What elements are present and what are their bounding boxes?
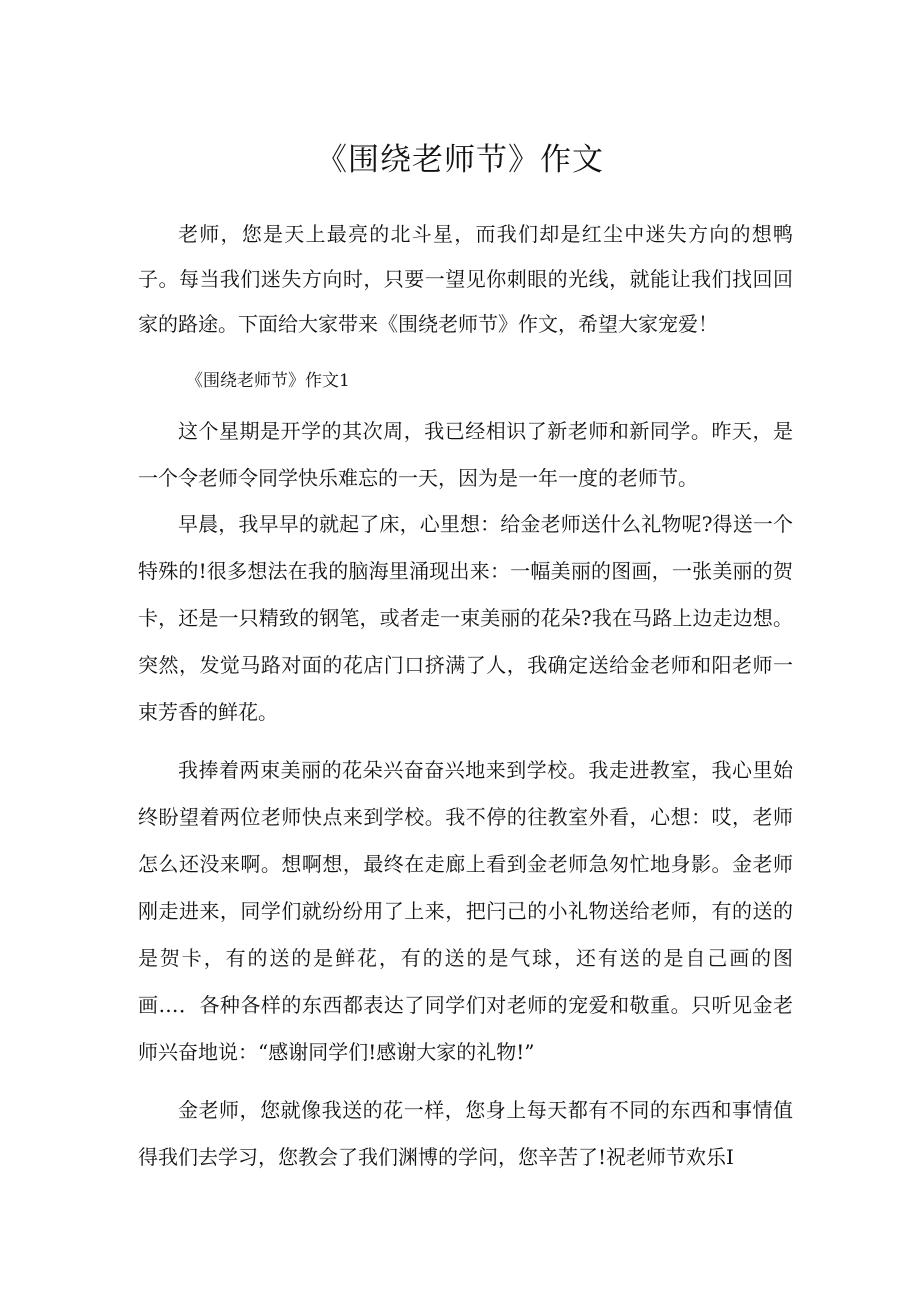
- document-title: 《围绕老师节》作文: [316, 142, 604, 178]
- intro-paragraph: 老师，您是天上最亮的北斗星，而我们却是红尘中迷失方向的想鸭子。每当我们迷失方向时，只要一望见你刺眼的光线，就能让我们找回回家的路途。下面给大家带来《围绕老师节》作文，希望大家宠爱！: [138, 222, 793, 336]
- section-heading: 《围绕老师节》作文1: [186, 371, 350, 391]
- body-paragraph-2: 早晨，我早早的就起了床，心里想：给金老师送什么礼物呢?得送一个特殊的!很多想法在我的脑海里涌现出来：一幅美丽的图画，一张美丽的贺卡，还是一只精致的钢笔，或者走一束美丽的花朵?我在马路上边走边想。突然，发觉马路对面的花店门口挤满了人，我确定送给金老师和阳老师一束芳香的鲜花。: [138, 512, 793, 724]
- body-paragraph-4: 金老师，您就像我送的花一样，您身上每天都有不同的东西和事情值得我们去学习，您教会了我们渊博的学问，您辛苦了!祝老师节欢乐I: [138, 1098, 793, 1169]
- body-paragraph-3: 我捧着两束美丽的花朵兴奋奋兴地来到学校。我走进教室，我心里始终盼望着两位老师快点来到学校。我不停的往教室外看，心想：哎，老师怎么还没来啊。想啊想，最终在走廊上看到金老师急匆忙地身影。金老师刚走进来，同学们就纷纷用了上来，把闩己的小礼物送给老师，有的送的是贺卡，有的送的是鲜花，有的送的是气球，还有送的是自己画的图画…．各种各样的东西都表达了同学们对老师的宠爱和敬重。只听见金老师兴奋地说：“感谢同学们!感谢大家的礼物!”: [138, 758, 793, 1064]
- body-paragraph-1: 这个星期是开学的其次周，我已经相识了新老师和新同学。昨天，是一个令老师令同学快乐难忘的一天，因为是一年一度的老师节。: [138, 419, 793, 490]
